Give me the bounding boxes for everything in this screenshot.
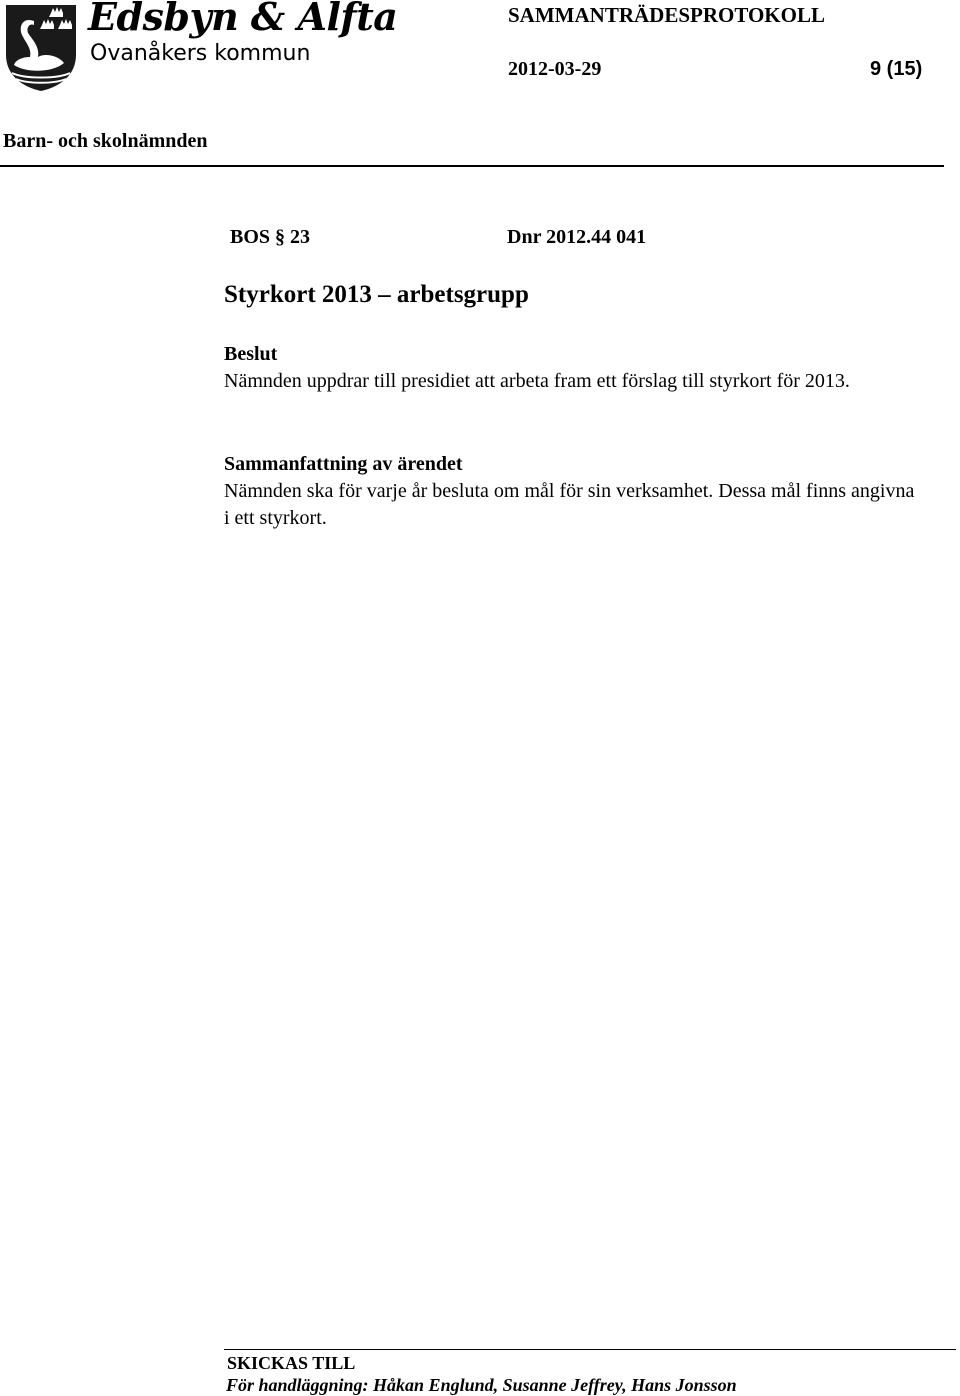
meeting-date: 2012-03-29 — [508, 58, 602, 80]
municipality-coat-of-arms-icon — [4, 3, 78, 91]
decision-heading: Beslut — [224, 343, 278, 365]
summary-heading: Sammanfattning av ärendet — [224, 453, 463, 475]
send-to-label: SKICKAS TILL — [227, 1353, 356, 1373]
footer-divider — [224, 1349, 956, 1350]
municipality-subtitle: Ovanåkers kommun — [90, 41, 311, 66]
case-registry-number: Dnr 2012.44 041 — [507, 226, 647, 248]
document-type: SAMMANTRÄDESPROTOKOLL — [508, 3, 825, 27]
page-number: 9 (15) — [870, 58, 923, 80]
decision-section — [224, 341, 924, 395]
municipality-name: Edsbyn & Alfta — [88, 0, 398, 39]
case-paragraph-number: BOS § 23 — [230, 226, 311, 248]
header-divider — [0, 165, 944, 167]
case-title: Styrkort 2013 – arbetsgrupp — [224, 281, 529, 308]
summary-text: Nämnden ska för varje år besluta om mål för sin verksamhet. Dessa mål finns angivna i ett styrkort. — [224, 480, 915, 529]
handling-recipients: För handläggning: Håkan Englund, Susanne Jeffrey, Hans Jonsson — [226, 1375, 737, 1395]
summary-section — [224, 451, 924, 532]
decision-text: Nämnden uppdrar till presidiet att arbeta fram ett förslag till styrkort för 2013. — [224, 370, 850, 392]
committee-name: Barn- och skolnämnden — [3, 130, 208, 152]
